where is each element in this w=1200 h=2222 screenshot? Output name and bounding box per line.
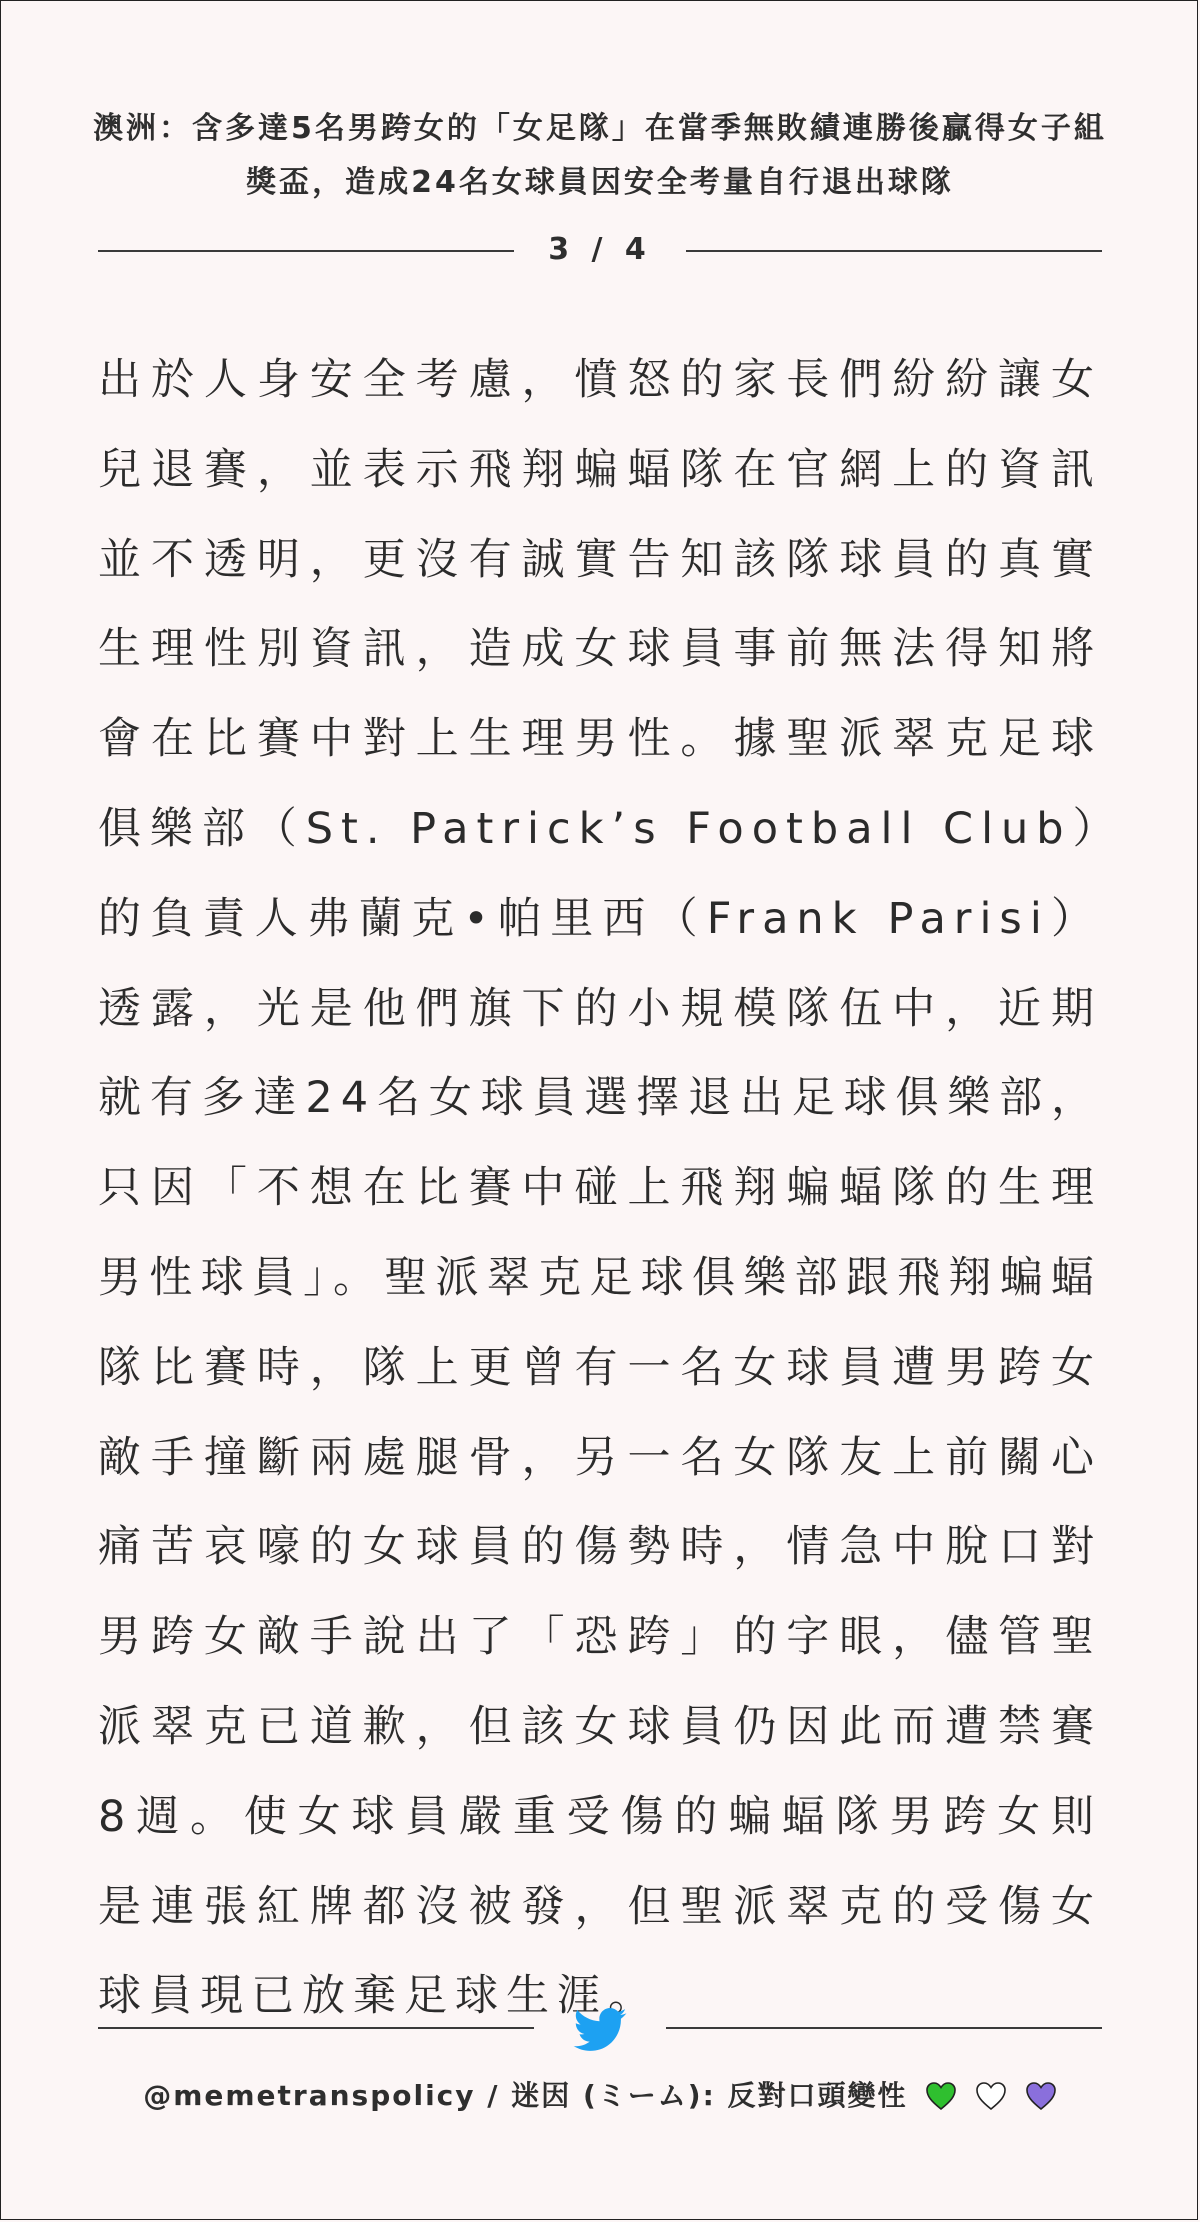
white-heart-icon <box>975 2081 1007 2111</box>
divider-left <box>98 250 514 252</box>
green-heart-icon <box>925 2081 957 2111</box>
footer-divider-right <box>666 2027 1102 2029</box>
page-indicator: 3 / 4 <box>548 232 652 267</box>
page-title: 澳洲：含多達5名男跨女的「女足隊」在當季無敗績連勝後贏得女子組獎盃，造成24名女球員因安全考量自行退出球隊 <box>93 111 1107 200</box>
page-indicator-row <box>98 225 1102 275</box>
purple-heart-icon <box>1025 2081 1057 2111</box>
footer-divider-row <box>98 1998 1102 2058</box>
footer-handle <box>60 2074 1140 2118</box>
divider-right <box>686 250 1102 252</box>
footer-handle-text: @memetranspolicy / 迷因 (ミーム): 反對口頭變性 <box>143 2079 908 2112</box>
article-body <box>98 336 1102 2042</box>
twitter-bird-icon <box>572 2008 628 2052</box>
article-paragraph: 出於人身安全考慮，憤怒的家長們紛紛讓女兒退賽，並表示飛翔蝙蝠隊在官網上的資訊並不透明，更沒有誠實告知該隊球員的真實生理性別資訊，造成女球員事前無法得知將會在比賽中對上生理男性。據聖派翠克足球俱樂部（St. Patrick’s Football Club）的負責人弗蘭克•帕里西（Frank Parisi）透露，光是他們旗下的小規模隊伍中，近期就有多達24名女球員選擇退出足球俱樂部，只因「不想在比賽中碰上飛翔蝙蝠隊的生理男性球員」。聖派翠克足球俱樂部跟飛翔蝙蝠隊比賽時，隊上更曾有一名女球員遭男跨女敵手撞斷兩處腿骨，另一名女隊友上前關心痛苦哀嚎的女球員的傷勢時，情急中脫口對男跨女敵手說出了「恐跨」的字眼，儘管聖派翠克已道歉，但該女球員仍因此而遭禁賽8週。使女球員嚴重受傷的蝙蝠隊男跨女則是連張紅牌都沒被發，但聖派翠克的受傷女球員現已放棄足球生涯。 <box>98 355 1102 2022</box>
footer-divider-left <box>98 2027 534 2029</box>
